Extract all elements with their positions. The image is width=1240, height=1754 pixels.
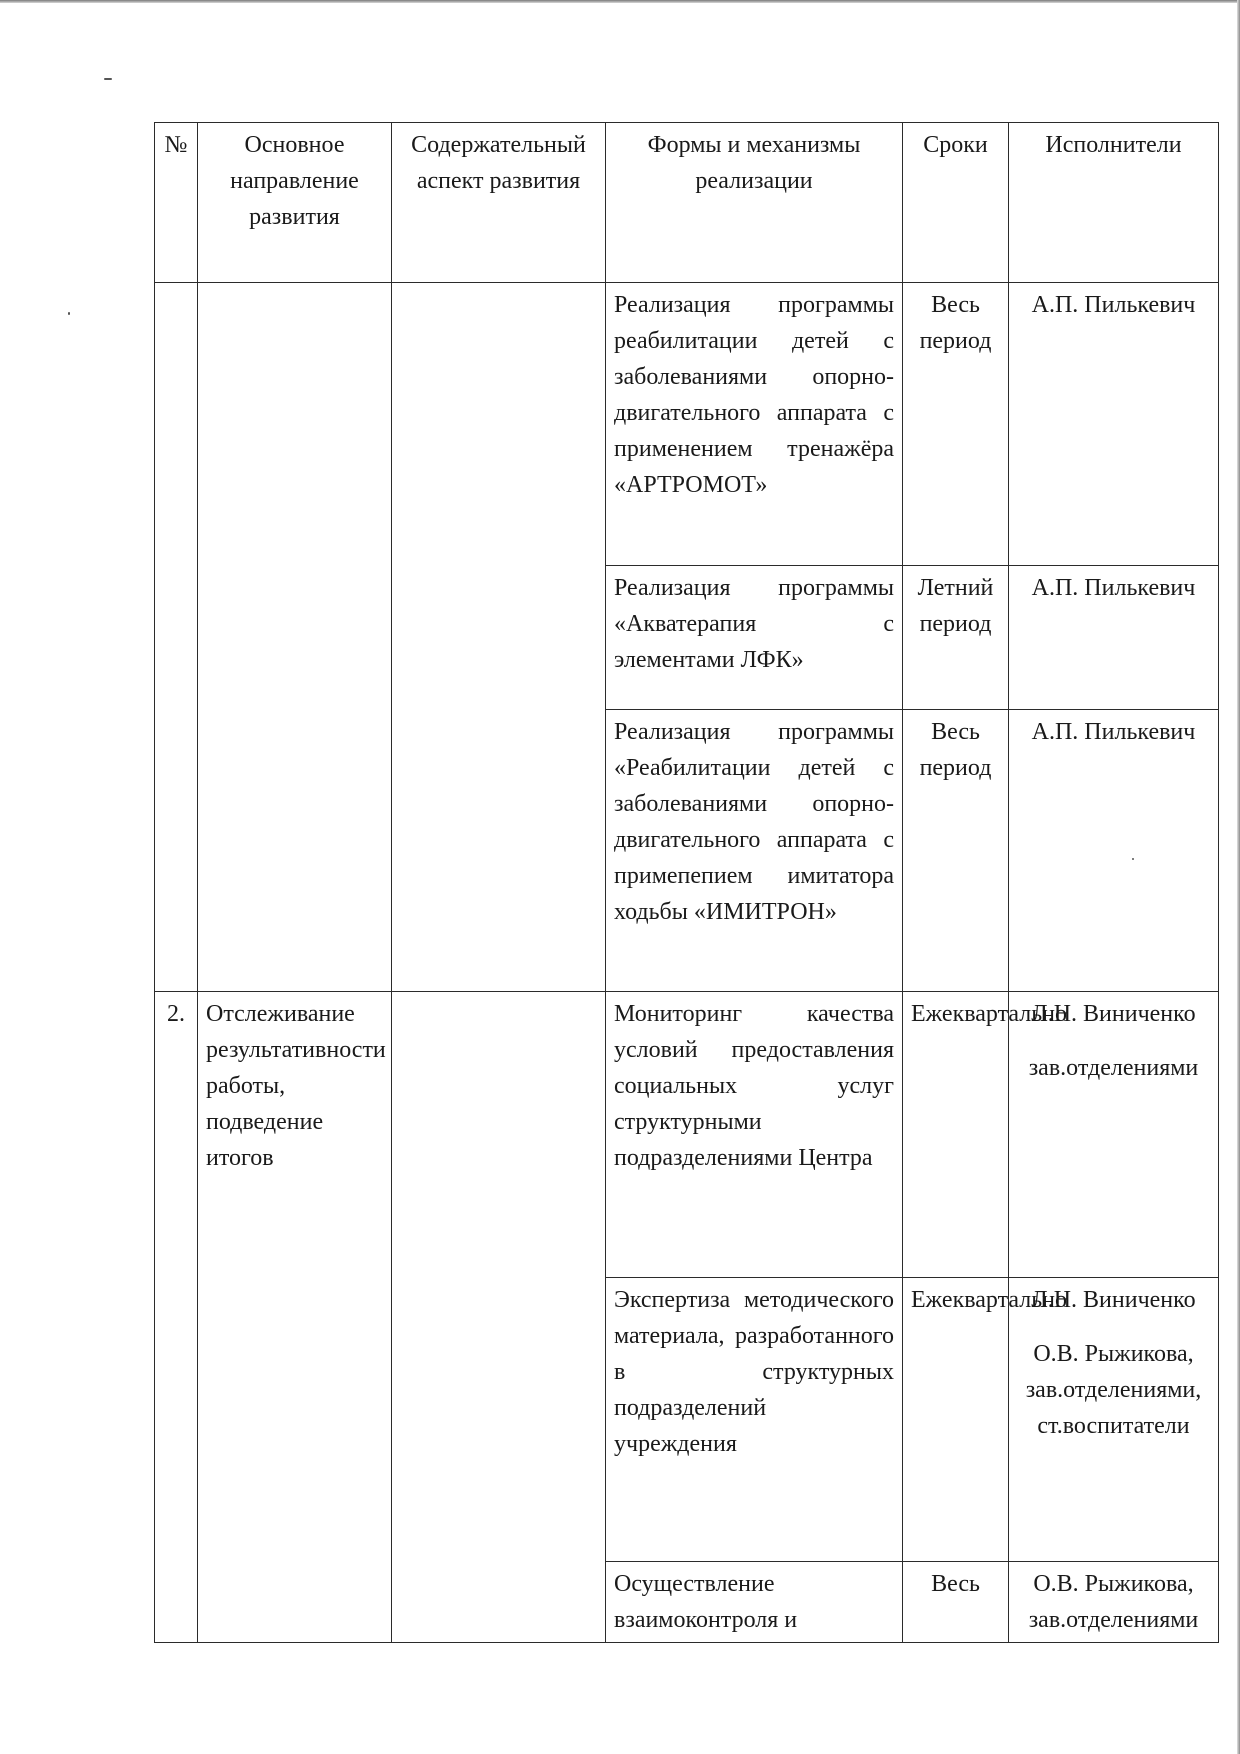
row-term: Ежеквартально [903, 1278, 1009, 1562]
header-direction: Основное направление развития [198, 123, 392, 283]
executor-line: О.В. Рыжикова, зав.отделениями [1028, 1571, 1199, 1633]
row-executor [1009, 710, 1219, 992]
row-form: Реализация программы «Реабилитации детей с заболеваниями опорно-двигательного аппарата с примепепием имитатора ходьбы «ИМИТРОН» [606, 710, 903, 992]
row-executor [1009, 283, 1219, 566]
header-terms: Сроки [903, 123, 1009, 283]
row-term: Ежеквартально [903, 992, 1009, 1278]
header-forms: Формы и механизмы реализации [606, 123, 903, 283]
executor-line: зав.отделениями [1028, 1055, 1199, 1081]
row-form: Осуществление взаимоконтроля и [606, 1562, 903, 1643]
row-num: 2. [155, 992, 198, 1643]
row-term: Летний период [903, 566, 1009, 710]
row-term: Весь период [903, 710, 1009, 992]
header-executors: Исполнители [1009, 123, 1219, 283]
row-num [155, 283, 198, 992]
header-aspect: Содержательный аспект развития [392, 123, 606, 283]
row-term: Весь [903, 1562, 1009, 1643]
scan-speck [68, 312, 70, 315]
page-top-edge [0, 0, 1240, 3]
executor-line: А.П. Пилькевич [1031, 719, 1196, 745]
row-executor [1009, 1278, 1219, 1562]
table-row [155, 992, 1219, 1278]
row-aspect [392, 992, 606, 1643]
row-executor [1009, 992, 1219, 1278]
row-direction: Отслеживание результативности работы, подведение итогов [198, 992, 392, 1643]
plan-table [154, 122, 1219, 1643]
row-form: Мониторинг качества условий предоставления социальных услуг структурными подразделениями Центра [606, 992, 903, 1278]
row-direction [198, 283, 392, 992]
row-executor [1009, 1562, 1219, 1643]
executor-line: А.П. Пилькевич [1031, 292, 1196, 318]
row-form: Реализация программы «Акватерапия с элементами ЛФК» [606, 566, 903, 710]
table-header-row [155, 123, 1219, 283]
header-num: № [155, 123, 198, 283]
executor-line: О.В. Рыжикова, зав.отделениями, ст.воспитатели [1025, 1341, 1202, 1439]
row-aspect [392, 283, 606, 992]
row-form: Экспертиза методического материала, разработанного в структурных подразделений учреждения [606, 1278, 903, 1562]
executor-line: А.П. Пилькевич [1031, 575, 1196, 601]
executor-line: Л.Н. Виниченко [1031, 1287, 1196, 1313]
row-form: Реализация программы реабилитации детей с заболеваниями опорно-двигательного аппарата с применением тренажёра «АРТРОМОТ» [606, 283, 903, 566]
row-executor [1009, 566, 1219, 710]
executor-line: Л.Н. Виниченко [1031, 1001, 1196, 1027]
scan-speck [104, 78, 112, 80]
table-row [155, 283, 1219, 566]
row-term: Весь период [903, 283, 1009, 566]
